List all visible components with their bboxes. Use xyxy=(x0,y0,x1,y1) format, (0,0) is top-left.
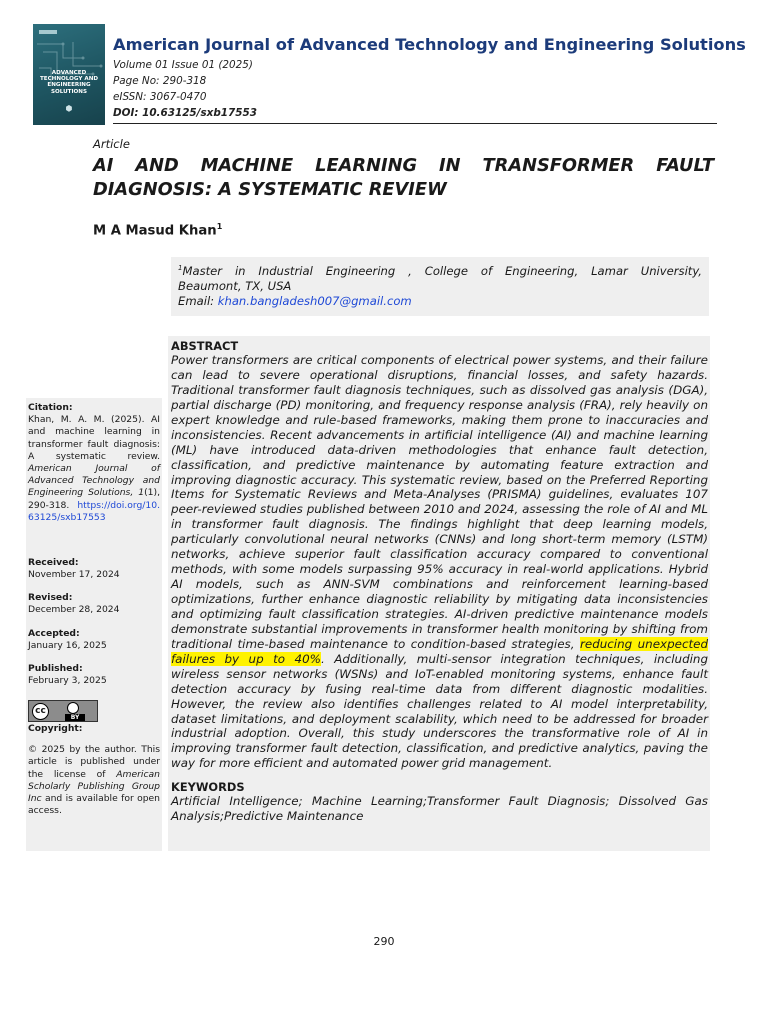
journal-title: American Journal of Advanced Technology and Engineering Solutions xyxy=(113,35,746,54)
revised-label: Revised: xyxy=(28,592,73,603)
page-number: 290 xyxy=(373,935,395,948)
paper-title: AI AND MACHINE LEARNING IN TRANSFORMER FAULT DIAGNOSIS: A SYSTEMATIC REVIEW xyxy=(93,155,714,200)
affiliation-email-line: Email: khan.bangladesh007@gmail.com xyxy=(178,293,412,308)
affiliation-location: Beaumont, TX, USA xyxy=(178,278,292,293)
header-divider xyxy=(113,123,717,124)
page-range: Page No: 290-318 xyxy=(113,75,207,87)
citation-doi-link[interactable]: https://doi.org/10.63125/sxb17553 xyxy=(28,499,160,523)
affiliation-line: $^1$Master in Industrial Engineering , College of Engineering, Lamar University, xyxy=(178,263,702,278)
publisher-logo-icon: ⬢ xyxy=(65,104,73,113)
cover-title: ADVANCED TECHNOLOGY AND ENGINEERING SOLUTIONS xyxy=(39,70,99,95)
attribution-icon xyxy=(67,702,79,714)
author-name: M A Masud Khan$^1$ xyxy=(93,222,223,239)
accepted-label: Accepted: xyxy=(28,628,80,639)
eissn: eISSN: 3067-0470 xyxy=(113,91,207,103)
published-label: Published: xyxy=(28,663,83,674)
copyright-label: Copyright: xyxy=(28,723,83,734)
published-block xyxy=(28,663,160,687)
cover-banner xyxy=(39,30,57,34)
volume-issue: Volume 01 Issue 01 (2025) xyxy=(113,59,253,71)
published-date: February 3, 2025 xyxy=(28,675,107,687)
cc-by-license-icon[interactable] xyxy=(28,700,98,722)
citation-label: Citation: xyxy=(28,402,73,413)
received-label: Received: xyxy=(28,557,79,568)
copyright-text: © 2025 by the author. This article is published under the license of American Scholarly Publishing Group Inc and is available for open access. xyxy=(28,744,161,817)
keywords-heading: KEYWORDS xyxy=(171,780,245,795)
journal-cover-image xyxy=(33,24,105,125)
affiliation-box xyxy=(171,257,709,316)
abstract-panel xyxy=(168,336,710,851)
author-affiliation-mark: 1 xyxy=(216,222,223,231)
email-link[interactable]: khan.bangladesh007@gmail.com xyxy=(217,293,412,308)
highlighted-text: reducing unexpected failures by up to 40% xyxy=(171,636,709,666)
by-label: BY xyxy=(65,714,85,721)
doi: DOI: 10.63125/sxb17553 xyxy=(113,107,257,119)
abstract-text: Power transformers are critical components of electrical power systems, and their failure can lead to severe operational disruptions, financial losses, and safety hazards. Traditional transformer fault diagnosis techniques, such as dissolved gas analysis (DGA), partial discharge (PD) monitoring, and frequency response analysis (FRA), rely heavily on expert knowledge and rule-based frameworks, making them prone to inaccuracies and inconsistencies. Recent advancements in artificial intelligence (AI) and machine learning (ML) have introduced data-driven methodologies that enhance fault detection, classification, and predictive maintenance by automating feature extraction and improving diagnostic accuracy. This systematic review, based on the Preferred Reporting Items for Systematic Reviews and Meta-Analyses (PRISMA) guidelines, evaluates 107 peer-reviewed studies published between 2010 and 2024, assessing the role of AI and ML in transformer fault diagnosis. The findings highlight that deep learning models, particularly convolutional neural networks (CNNs) and long short-term memory (LSTM) networks, achieve superior fault classification accuracy compared to conventional methods, with some models surpassing 95% accuracy in real-world applications. Hybrid AI models, such as ANN-SVM combinations and reinforcement learning-based optimizations, further enhance diagnostic reliability by mitigating data inconsistencies and optimizing fault classification strategies. AI-driven predictive maintenance models demonstrate substantial improvements in transformer health monitoring by shifting from traditional time-based maintenance to condition-based strategies, reducing unexpected failures by up to 40%. Additionally, multi-sensor integration techniques, including wireless sensor networks (WSNs) and IoT-enabled monitoring systems, enhance fault detection accuracy by fusing real-time data from different diagnostic modalities. However, the review also identifies challenges related to AI model interpretability, dataset limitations, and deployment scalability, which need to be addressed for broader industrial adoption. Overall, this study underscores the transformative role of AI in improving transformer fault detection, classification, and predictive analytics, paving the way for more efficient and automated power grid management. xyxy=(171,353,709,771)
received-block xyxy=(28,557,160,581)
accepted-date: January 16, 2025 xyxy=(28,640,107,652)
revised-date: December 28, 2024 xyxy=(28,604,120,616)
keywords-text: Artificial Intelligence; Machine Learning;Transformer Fault Diagnosis; Dissolved Gas Analysis;Predictive Maintenance xyxy=(171,794,708,823)
citation-block xyxy=(28,402,160,524)
article-info-sidebar xyxy=(26,398,162,851)
copyright-block xyxy=(28,723,160,817)
citation-text: Khan, M. A. M. (2025). AI and machine learning in transformer fault diagnosis: A systematic review. American Journal of Advanced Technology and Engineering Solutions, 1(1), 290-318. https://doi.org/10.63125/sxb17553 xyxy=(28,414,160,523)
accepted-block xyxy=(28,628,160,652)
revised-block xyxy=(28,592,160,616)
received-date: November 17, 2024 xyxy=(28,569,120,581)
abstract-heading: ABSTRACT xyxy=(171,339,239,353)
cc-icon: cc xyxy=(32,703,49,720)
article-type: Article xyxy=(93,137,130,151)
